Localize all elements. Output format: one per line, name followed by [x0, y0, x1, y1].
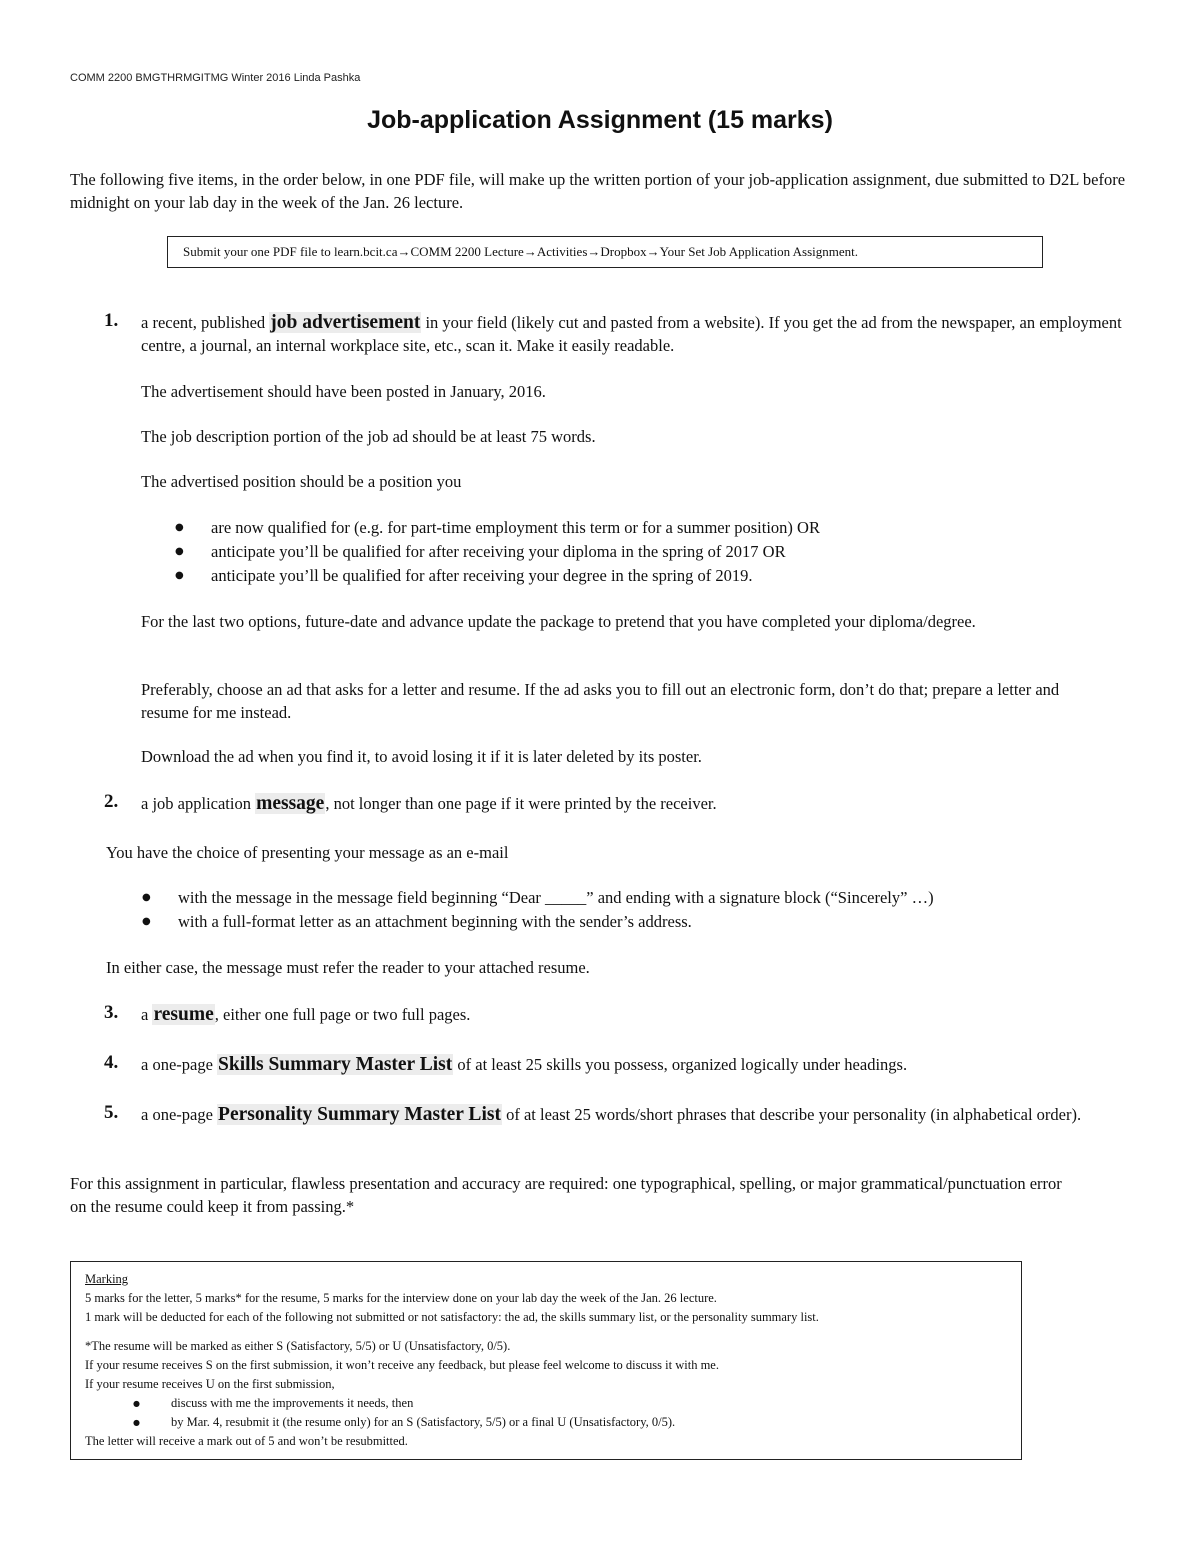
marking-line-4: If your resume receives S on the first submission, it won’t receive any feedback, but please feel welcome to discuss it with me. — [85, 1358, 719, 1372]
item-2-number: 2. — [104, 791, 119, 812]
item-4-pre: a one-page — [141, 1055, 213, 1074]
item-2-keyword: message — [256, 793, 325, 814]
item-5-keyword: Personality Summary Master List — [218, 1104, 501, 1125]
item-3-pre: a — [141, 1005, 149, 1024]
page-title: Job-application Assignment (15 marks) — [367, 106, 833, 134]
item-5-pre: a one-page — [141, 1105, 213, 1124]
list-item: ● with a full-format letter as an attachment beginning with the sender’s address. — [142, 910, 934, 934]
item-5-text — [141, 1103, 1131, 1126]
item-5-post: of at least 25 words/short phrases that describe your personality (in alphabetical order). — [506, 1105, 1082, 1124]
item-1-posting-date: The advertisement should have been posted in January, 2016. — [141, 382, 546, 401]
item-2-pre: a job application — [141, 794, 251, 813]
item-4-keyword: Skills Summary Master List — [218, 1054, 453, 1075]
marking-box — [70, 1261, 1022, 1460]
marking-line-6: The letter will receive a mark out of 5 and won’t be resubmitted. — [85, 1434, 408, 1448]
item-1-word-count: The job description portion of the job ad should be at least 75 words. — [141, 427, 596, 446]
marking-heading: Marking — [85, 1272, 129, 1286]
item-4-post: of at least 25 skills you possess, organized logically under headings. — [457, 1055, 908, 1074]
item-1-post: in your field (likely cut and pasted from a website). If you get the ad from the newspaper, an employment centre, a journal, an internal workplace site, etc., scan it. Make it easily readable. — [141, 313, 1122, 355]
marking-bullet-list — [85, 1394, 1007, 1432]
item-1-text — [141, 311, 1131, 357]
item-1-position-intro: The advertised position should be a position you — [141, 472, 462, 491]
course-header: COMM 2200 BMGTHRMGITMG Winter 2016 Linda Pashka — [70, 72, 361, 84]
marking-line-5: If your resume receives U on the first submission, — [85, 1377, 335, 1391]
marking-line-3: *The resume will be marked as either S (Satisfactory, 5/5) or U (Unsatisfactory, 0/5). — [85, 1339, 511, 1353]
marking-line-2: 1 mark will be deducted for each of the following not submitted or not satisfactory: the ad, the skills summary list, or the personality summary list. — [85, 1310, 819, 1324]
item-3-post: , either one full page or two full pages. — [214, 1005, 471, 1024]
item-1-preference-note: Preferably, choose an ad that asks for a letter and resume. If the ad asks you to fill out an electronic form, don’t do that; prepare a letter and resume for me instead. — [141, 680, 1060, 722]
item-2-text — [141, 792, 1131, 815]
item-3-keyword: resume — [153, 1004, 214, 1025]
list-item: ● anticipate you’ll be qualified for after receiving your diploma in the spring of 2017 OR — [175, 540, 820, 564]
submit-instructions-box: Submit your one PDF file to learn.bcit.ca→COMM 2200 Lecture→Activities→Dropbox→Your Set Job Application Assignment. — [167, 236, 1043, 268]
item-2-post: , not longer than one page if it were printed by the receiver. — [325, 794, 717, 813]
item-1-download-note: Download the ad when you find it, to avoid losing it if it is later deleted by its poster. — [141, 747, 702, 766]
item-5-number: 5. — [104, 1102, 119, 1123]
list-item: ● with the message in the message field beginning “Dear _____” and ending with a signature block (“Sincerely” …) — [142, 886, 934, 910]
item-2-either-case: In either case, the message must refer the reader to your attached resume. — [106, 958, 590, 977]
item-1-pre: a recent, published — [141, 313, 266, 332]
item-1-number: 1. — [104, 310, 119, 331]
list-item: ● anticipate you’ll be qualified for after receiving your degree in the spring of 2019. — [175, 564, 820, 588]
accuracy-requirement: For this assignment in particular, flawless presentation and accuracy are required: one typographical, spelling, or major grammatical/punctuation error on the resume could keep it from passing.* — [70, 1174, 1062, 1216]
intro-paragraph: The following five items, in the order below, in one PDF file, will make up the written portion of your job-application assignment, due submitted to D2L before midnight on your lab day in the week of the Jan. 26 lecture. — [70, 170, 1126, 212]
marking-line-1: 5 marks for the letter, 5 marks* for the resume, 5 marks for the interview done on your lab day the week of the Jan. 26 lecture. — [85, 1291, 717, 1305]
item-3-text — [141, 1003, 470, 1026]
item-3-number: 3. — [104, 1002, 119, 1023]
item-1-future-date-note: For the last two options, future-date and advance update the package to pretend that you have completed your diploma/degree. — [141, 612, 976, 631]
item-1-keyword: job advertisement — [270, 312, 421, 333]
list-item: ● are now qualified for (e.g. for part-time employment this term or for a summer position) OR — [175, 516, 820, 540]
item-2-bullet-list — [142, 886, 934, 934]
item-2-choice-intro: You have the choice of presenting your message as an e-mail — [106, 843, 509, 862]
list-item: ● discuss with me the improvements it needs, then — [85, 1394, 1007, 1413]
item-4-text — [141, 1053, 907, 1076]
list-item: ● by Mar. 4, resubmit it (the resume only) for an S (Satisfactory, 5/5) or a final U (Unsatisfactory, 0/5). — [85, 1413, 1007, 1432]
item-1-bullet-list — [175, 516, 820, 588]
item-4-number: 4. — [104, 1052, 119, 1073]
